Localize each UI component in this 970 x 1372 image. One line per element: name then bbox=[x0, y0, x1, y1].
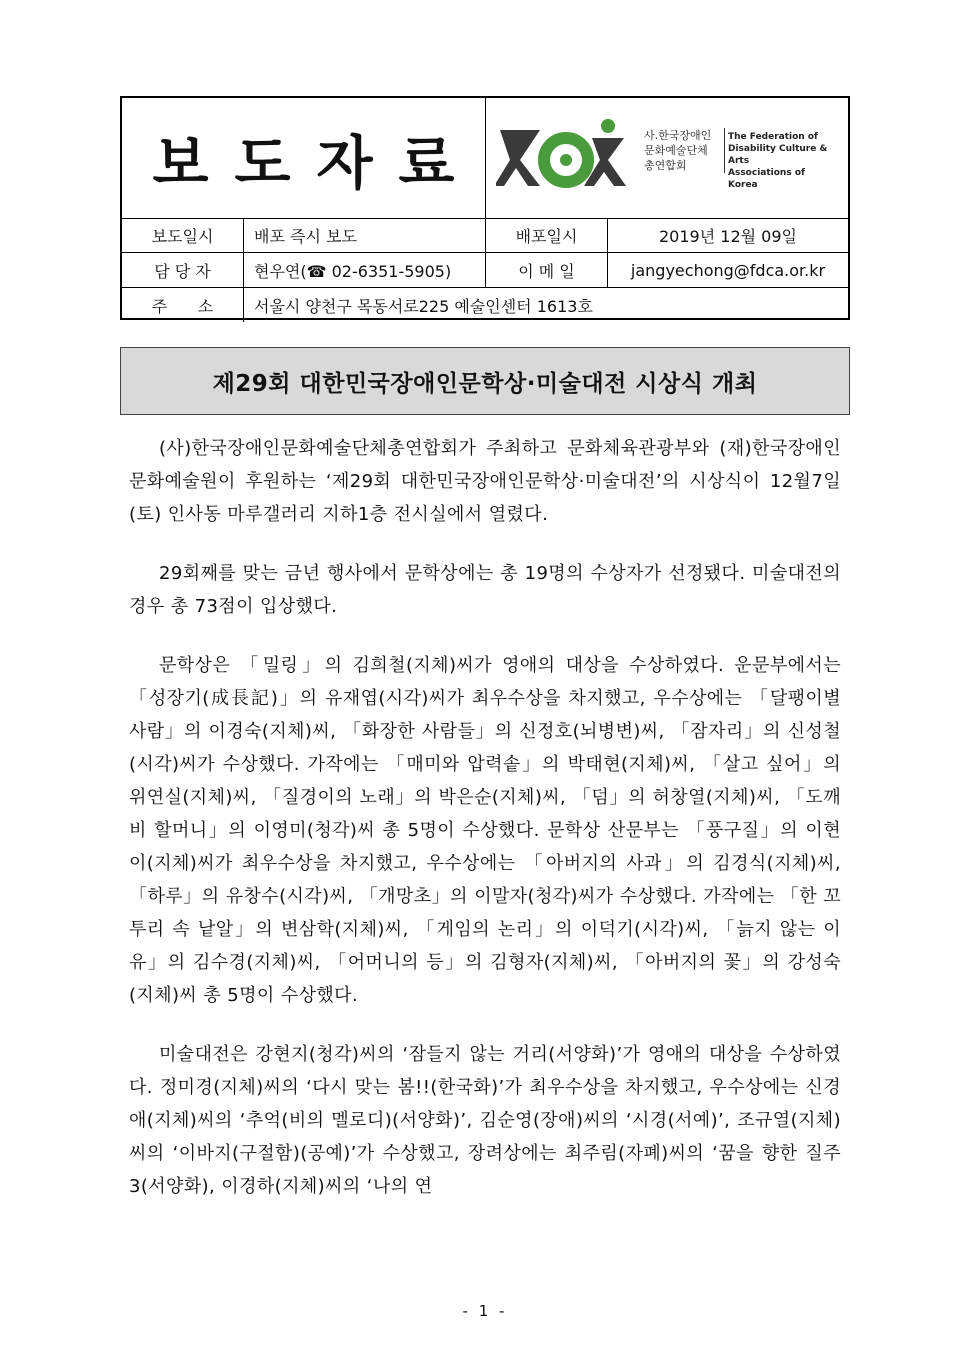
article-body bbox=[129, 432, 841, 1229]
info-row-contact: 담 당 자 현우연(☎ 02-6351-5905) 이 메 일 jangyechong@fdca.or.kr bbox=[122, 253, 848, 288]
email-link[interactable]: jangyechong@fdca.or.kr bbox=[630, 260, 826, 280]
logo-korean-text: 사.한국장애인 문화예술단체 총연합회 bbox=[644, 128, 725, 173]
press-release-header bbox=[120, 96, 850, 320]
info-row-release-date: 보도일시 배포 즉시 보도 배포일시 2019년 12월 09일 bbox=[122, 218, 848, 253]
page-title: 보도자료 bbox=[122, 98, 486, 218]
header-top bbox=[122, 98, 848, 219]
paragraph: 29회째를 맞는 금년 행사에서 문학상에는 총 19명의 수상자가 선정됐다. 미술대전의 경우 총 73점이 입상했다. bbox=[129, 563, 841, 617]
logo-english-text: The Federation of Disability Culture & Arts Associations of Korea bbox=[728, 132, 828, 190]
paragraph: 미술대전은 강현지(청각)씨의 ‘잠들지 않는 거리(서양화)’가 영애의 대상을 수상하였다. 정미경(지체)씨의 ‘다시 맞는 봄!!(한국화)’가 최우수상을 차지했고, 우수상에는 신경애(지체)씨의 ‘추억(비의 멜로디)(서양화)’, 김순영(장애)씨의 ‘시경(서예)’, 조규열(지체)씨의 ‘이바지(구절함)(공예)’가 수상했고, 장려상에는 최주림(자폐)씨의 ‘꿈을 향한 질주 3(서양화), 이경하(지체)씨의 ‘나의 연 bbox=[129, 1044, 841, 1197]
organization-logo bbox=[488, 98, 848, 218]
paragraph: 문학상은 「밀링」의 김희철(지체)씨가 영애의 대상을 수상하였다. 운문부에서는 「성장기(成長記)」의 유재엽(시각)씨가 최우수상을 차지했고, 우수상에는 「달팽이별 사람」의 이경숙(지체)씨, 「화장한 사람들」의 신정호(뇌병변)씨, 「잠자리」의 신성철(시각)씨가 수상했다. 가작에는 「매미와 압력솥」의 박태현(지체)씨, 「살고 싶어」의 위연실(지체)씨, 「질경이의 노래」의 박은순(지체)씨, 「덤」의 허창열(지체)씨, 「도깨비 할머니」의 이영미(청각)씨 총 5명이 수상했다. 문학상 산문부는 「풍구질」의 이현이(지체)씨가 최우수상을 차지했고, 우수상에는 「아버지의 사과」의 김경식(지체)씨, 「하루」의 유창수(시각)씨, 「개망초」의 이말자(청각)씨가 수상했다. 가작에는 「한 꼬투리 속 낱알」의 변삼학(지체)씨, 「게임의 논리」의 이덕기(시각)씨, 「늙지 않는 이유」의 김수경(지체)씨, 「어머니의 등」의 김형자(지체)씨, 「아버지의 꽃」의 강성숙(지체)씨 총 5명이 수상했다. bbox=[129, 655, 841, 1006]
info-row-address: 주 소 서울시 양천구 목동서로225 예술인센터 1613호 bbox=[122, 288, 848, 322]
headline: 제29회 대한민국장애인문학상·미술대전 시상식 개최 bbox=[120, 347, 850, 415]
logo-mark-icon bbox=[496, 116, 636, 196]
paragraph: (사)한국장애인문화예술단체총연합회가 주최하고 문화체육관광부와 (재)한국장애인문화예술원이 후원하는 ‘제29회 대한민국장애인문학상·미술대전’의 시상식이 12월7일(토) 인사동 마루갤러리 지하1층 전시실에서 열렸다. bbox=[129, 438, 841, 525]
page-number: - 1 - bbox=[462, 1302, 508, 1320]
